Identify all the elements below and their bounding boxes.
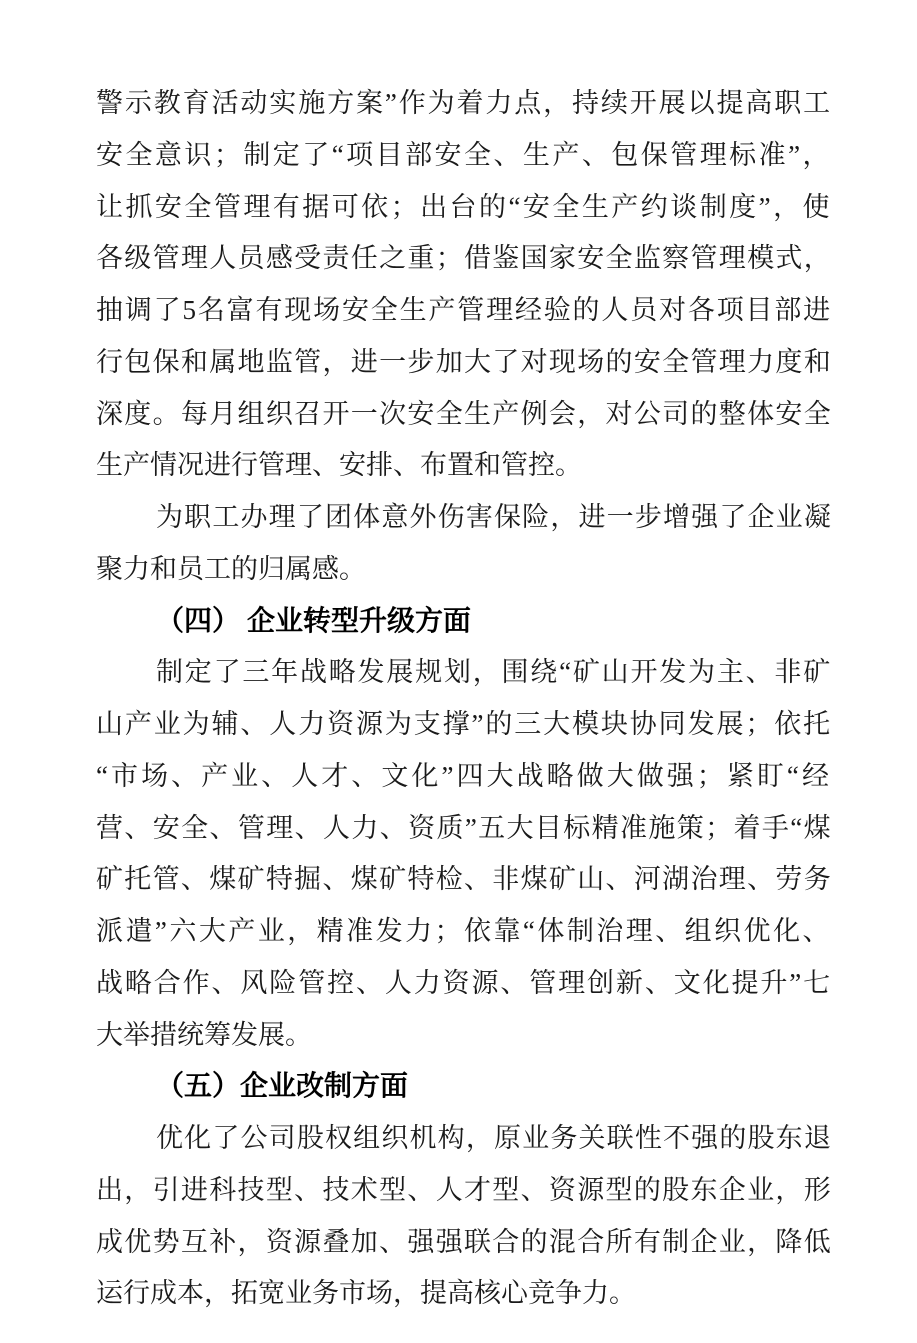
text-line: 深度。每月组织召开一次安全生产例会，对公司的整体安全 [96,398,832,429]
text-line: 抽调了5名富有现场安全生产管理经验的人员对各项目部进 [96,295,832,325]
text-line: 生产情况进行管理、安排、布置和管控。 [96,450,582,481]
text-line: 大举措统筹发展。 [96,1019,312,1050]
text-line: 战略合作、风险管控、人力资源、管理创新、文化提升”七 [96,967,832,998]
text-line: 制定了三年战略发展规划，围绕“矿山开发为主、非矿 [156,657,832,688]
text-line: “市场、产业、人才、文化”四大战略做大做强；紧盯“经 [96,760,832,791]
text-line: 出，引进科技型、技术型、人才型、资源型的股东企业，形 [96,1174,832,1205]
text-line: 行包保和属地监管，进一步加大了对现场的安全管理力度和 [96,346,832,377]
document-body [96,78,832,1320]
text-line: 优化了公司股权组织机构，原业务关联性不强的股东退 [156,1123,832,1153]
text-line: 各级管理人员感受责任之重；借鉴国家安全监察管理模式， [96,243,832,274]
text-line: 矿托管、煤矿特掘、煤矿特检、非煤矿山、河湖治理、劳务 [96,864,832,895]
text-line: 让抓安全管理有据可依；出台的“安全生产约谈制度”，使 [96,191,832,222]
text-line: 安全意识；制定了“项目部安全、生产、包保管理标准”， [96,139,832,170]
text-line: 营、安全、管理、人力、资质”五大目标精准施策；着手“煤 [96,812,832,843]
heading-section-5-restructuring: （五）企业改制方面 [156,1071,409,1103]
text-line: 山产业为辅、人力资源为支撑”的三大模块协同发展；依托 [96,709,832,739]
text-line: 成优势互补，资源叠加、强强联合的混合所有制企业，降低 [96,1226,832,1257]
text-line: 聚力和员工的归属感。 [96,553,366,584]
text-line: 为职工办理了团体意外伤害保险，进一步增强了企业凝 [156,502,832,532]
heading-section-4-transformation: （四） 企业转型升级方面 [156,605,472,637]
text-line: 警示教育活动实施方案”作为着力点，持续开展以提高职工 [96,88,832,118]
text-line: 派遣”六大产业，精准发力；依靠“体制治理、组织优化、 [96,916,832,946]
text-line: 运行成本，拓宽业务市场，提高核心竞争力。 [96,1278,636,1309]
